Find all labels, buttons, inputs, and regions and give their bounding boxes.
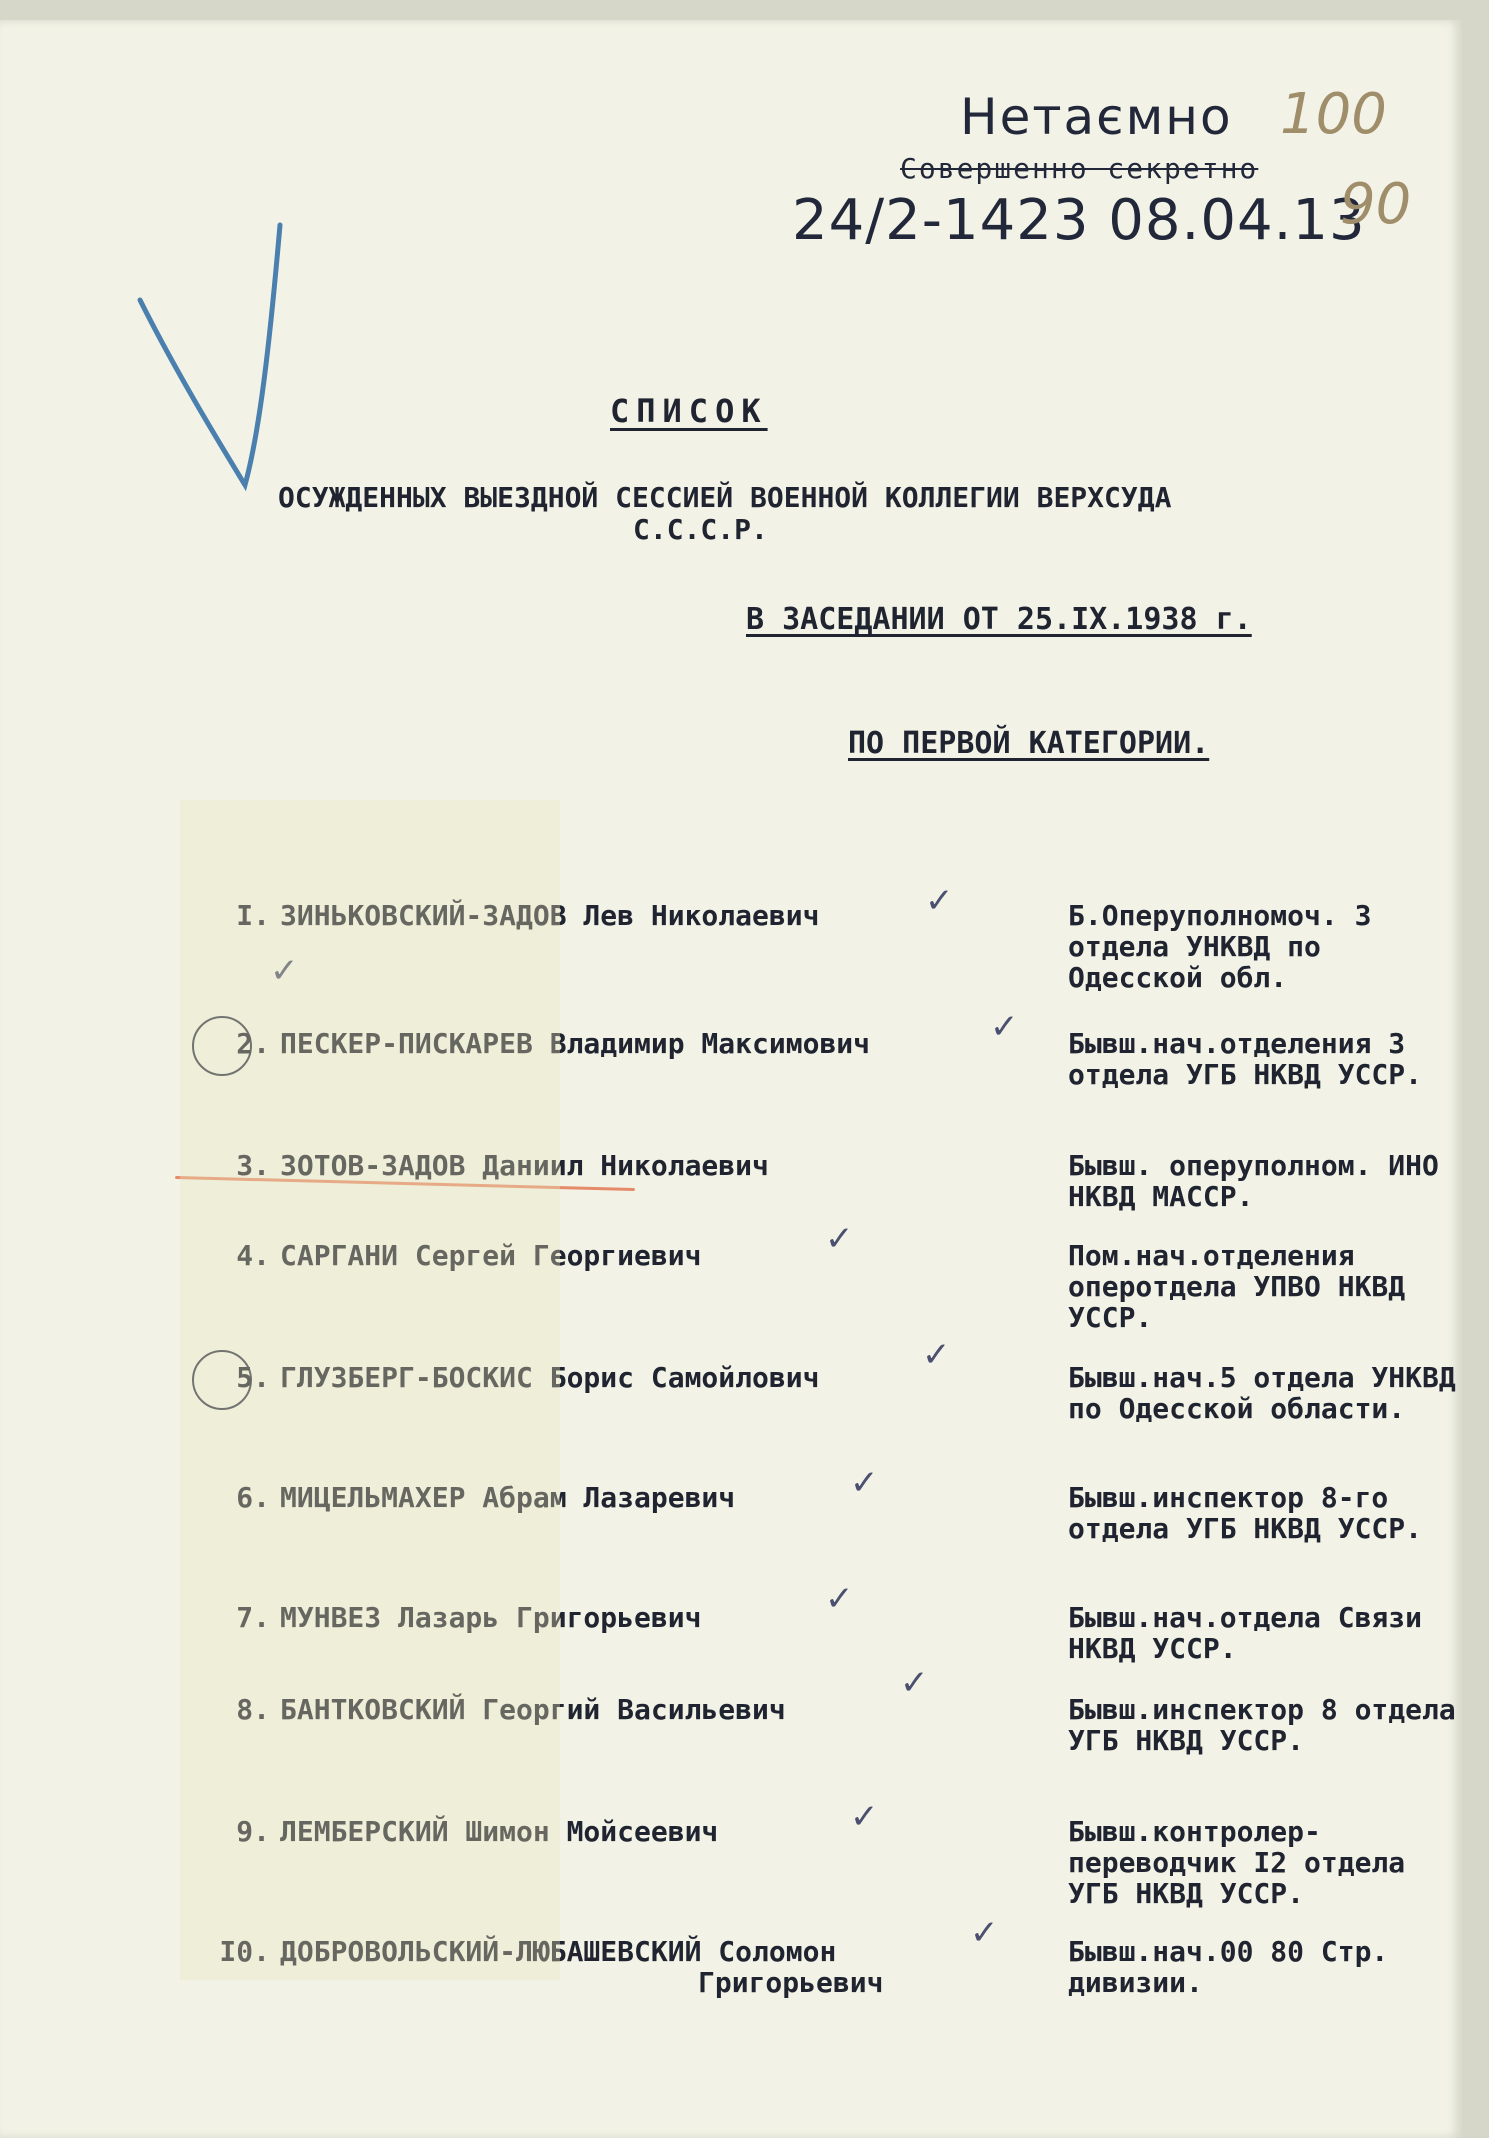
person-name: ЗИНЬКОВСКИЙ-ЗАДОВ Лев Николаевич [280,899,820,932]
blue-check-mark [120,200,300,520]
person-name: МИЦЕЛЬМАХЕР Абрам Лазаревич [280,1481,736,1514]
person-name: САРГАНИ Сергей Георгиевич [280,1239,702,1272]
tick-mark-icon: ✓ [970,1913,999,1953]
person-name: МУНВЕЗ Лазарь Григорьевич [280,1601,702,1634]
person-position: Бывш.нач.отдела Связи НКВД УССР. [1068,1601,1423,1665]
document-subtitle [278,482,1328,546]
person-name [280,1936,1000,1998]
circle-mark-icon [192,1016,252,1076]
person-position: Бывш.нач.00 80 Стр. дивизии. [1068,1935,1389,1999]
page-number-old: 100 [1280,82,1387,147]
person-position: Бывш.инспектор 8-го отдела УГБ НКВД УССР. [1068,1481,1423,1545]
registration-number: 24/2-1423 08.04.13 [792,188,1366,253]
item-number: 6. [236,1481,270,1514]
person-name: ПЕСКЕР-ПИСКАРЕВ Владимир Максимович [280,1027,871,1060]
tick-mark-icon: ✓ [990,1007,1019,1047]
item-number: 5. [236,1361,270,1394]
tick-mark-icon: ✓ [825,1219,854,1259]
tick-mark-icon: ✓ [925,881,954,921]
circle-mark-icon [192,1350,252,1410]
tick-mark-icon: ✓ [900,1663,929,1703]
document-title: СПИСОК [610,392,768,430]
item-number: 8. [236,1693,270,1726]
item-number: 4. [236,1239,270,1272]
person-name: ЗОТОВ-ЗАДОВ Даниил Николаевич [280,1149,769,1182]
person-position: Бывш.нач.отделения 3 отдела УГБ НКВД УССР. [1068,1027,1423,1091]
person-position: Пом.нач.отделения оперотдела УПВО НКВД УССР. [1068,1239,1406,1334]
item-number: 9. [236,1815,270,1848]
person-name-line-1: ДОБРОВОЛЬСКИЙ-ЛЮБАШЕВСКИЙ Соломон [280,1935,837,1968]
item-number: I0. [219,1935,270,1968]
tick-mark-icon: ✓ [850,1463,879,1503]
item-number: 7. [236,1601,270,1634]
person-position: Бывш.нач.5 отдела УНКВД по Одесской области. [1068,1361,1456,1425]
tick-mark-icon: ✓ [922,1335,951,1375]
category-heading: ПО ПЕРВОЙ КАТЕГОРИИ. [848,726,1210,761]
person-position: Бывш.контролер-переводчик I2 отдела УГБ НКВД УССР. [1068,1815,1406,1910]
session-date: В ЗАСЕДАНИИ ОТ 25.IX.1938 г. [746,602,1252,637]
item-number: 2. [236,1027,270,1060]
person-name: ЛЕМБЕРСКИЙ Шимон Мойсеевич [280,1815,719,1848]
item-number: I. [236,899,270,932]
tick-mark-icon: ✓ [270,951,299,991]
person-position: Бывш.инспектор 8 отдела УГБ НКВД УССР. [1068,1693,1456,1757]
item-number: 3. [236,1149,270,1182]
declassified-mark: Нетаємно [960,88,1233,146]
person-name: ГЛУЗБЕРГ-БОСКИС Борис Самойлович [280,1361,820,1394]
subtitle-line-1: ОСУЖДЕННЫХ ВЫЕЗДНОЙ СЕССИЕЙ ВОЕННОЙ КОЛЛЕГИИ ВЕРХСУДА [278,481,1172,514]
document-page [0,20,1462,2138]
person-name-line-2: Григорьевич [698,1966,884,1999]
person-position: Бывш. оперуполном. ИНО НКВД МАССР. [1068,1149,1439,1213]
page-number-new: 90 [1340,172,1412,237]
person-position: Б.Оперуполномоч. 3 отдела УНКВД по Одесской обл. [1068,899,1372,994]
tick-mark-icon: ✓ [850,1797,879,1837]
subtitle-line-2: С.С.С.Р. [633,513,768,546]
person-name: БАНТКОВСКИЙ Георгий Васильевич [280,1693,786,1726]
crossed-out-classification: Совершенно секретно [900,152,1259,185]
tick-mark-icon: ✓ [825,1579,854,1619]
